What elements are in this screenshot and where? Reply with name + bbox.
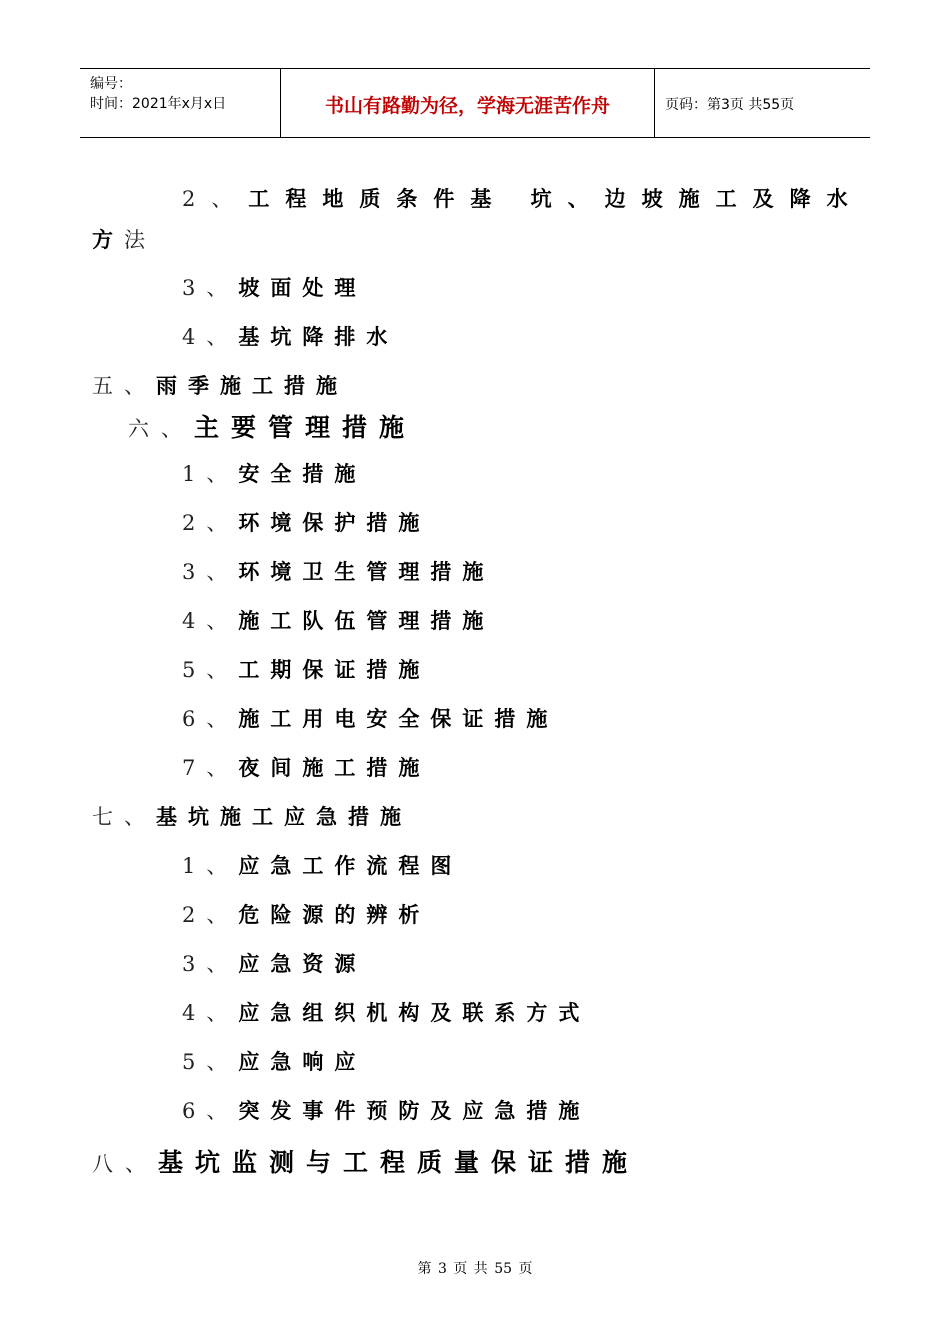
time-label: 时间：2021年x月x日 — [90, 96, 227, 112]
toc-section: 六、主要管理措施 — [128, 413, 417, 442]
toc-item: 6、突发事件预防及应急措施 — [182, 1098, 591, 1123]
toc-item: 3、坡面处理 — [182, 275, 367, 300]
toc-item: 1、应急工作流程图 — [182, 853, 463, 878]
number-label: 编号： — [90, 76, 132, 92]
toc-item: 6、施工用电安全保证措施 — [182, 706, 559, 731]
toc-item: 4、应急组织机构及联系方式 — [182, 1000, 591, 1025]
page-header — [80, 68, 870, 138]
header-page-info: 页码：第3页 共55页 — [665, 97, 795, 113]
toc-item: 7、夜间施工措施 — [182, 755, 431, 780]
header-page-cell — [655, 69, 870, 137]
toc-item: 4、施工队伍管理措施 — [182, 608, 495, 633]
toc-item: 2、危险源的辨析 — [182, 902, 431, 927]
toc-item: 3、环境卫生管理措施 — [182, 559, 495, 584]
toc-item: 2、工程地质条件基 坑、边坡施工及降水 — [182, 186, 864, 211]
toc-section: 八、基坑监测与工程质量保证措施 — [92, 1148, 640, 1177]
toc-item: 5、应急响应 — [182, 1049, 367, 1074]
motto-text: 书山有路勤为径，学海无涯苦作舟 — [324, 95, 610, 117]
header-meta-cell — [80, 69, 280, 137]
toc-item: 4、基坑降排水 — [182, 324, 399, 349]
header-motto-cell — [280, 69, 655, 137]
toc-item: 2、环境保护措施 — [182, 510, 431, 535]
toc-item: 3、应急资源 — [182, 951, 367, 976]
toc-item-continuation: 方法 — [92, 227, 156, 252]
toc-section: 五、雨季施工措施 — [92, 373, 348, 398]
toc-item: 1、安全措施 — [182, 461, 367, 486]
toc-section: 七、基坑施工应急措施 — [92, 804, 412, 829]
page-footer: 第 3 页 共 55 页 — [417, 1261, 533, 1277]
toc-item: 5、工期保证措施 — [182, 657, 431, 682]
